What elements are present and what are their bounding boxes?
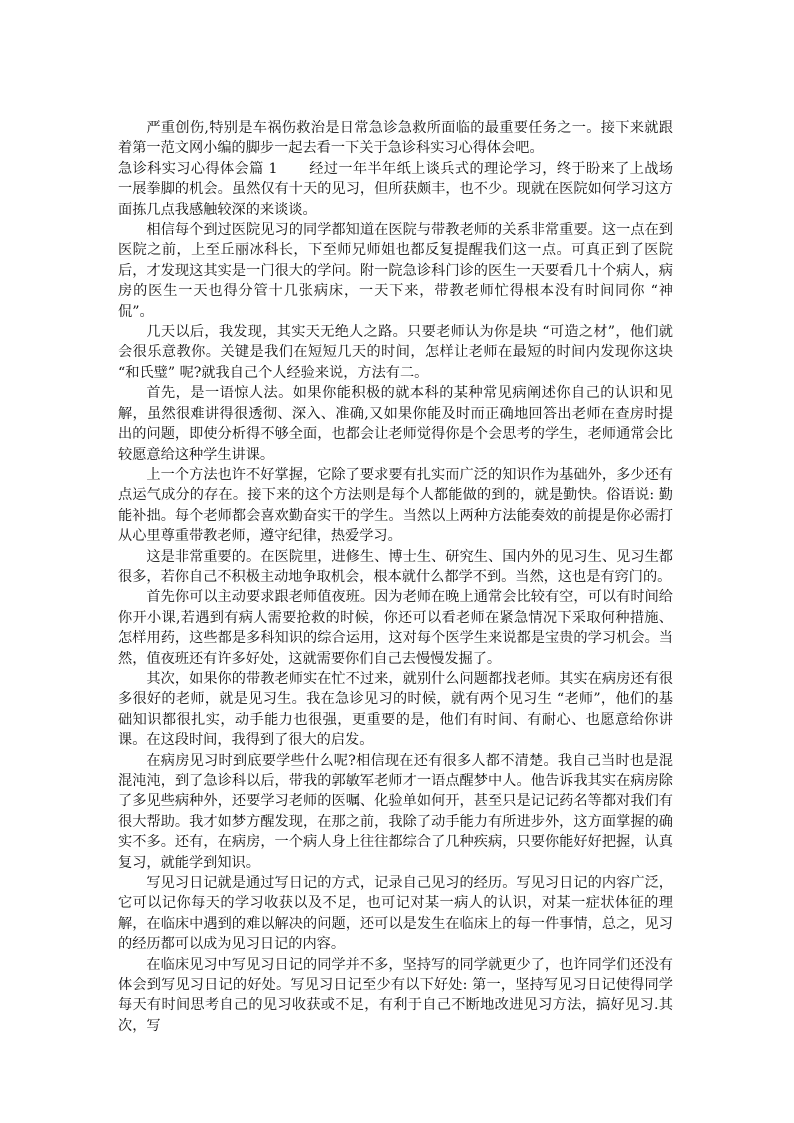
paragraph: 写见习日记就是通过写日记的方式，记录自己见习的经历。写见习日记的内容广泛，它可以记你每天的学习收获以及不足，也可记对某一病人的认识，对某一症状体征的理解，在临床中遇到的难以解决的问题，还可以是发生在临床上的每一件事情，总之，见习的经历都可以成为见习日记的内容。 — [118, 875, 673, 953]
paragraph: 这是非常重要的。在医院里，进修生、博士生、研究生、国内外的见习生、见习生都很多，若你自己不积极主动地争取机会，根本就什么都学不到。当然，这也是有窍门的。 — [118, 548, 673, 585]
section-first-text: 经过一年半年纸上谈兵式的理论学习，终于盼来了上战场一展拳脚的机会。虽然仅有十天的见习，但所获颇丰，也不少。现就在医院如何学习这方面拣几点我感触较深的来谈谈。 — [118, 160, 673, 218]
intro-paragraph: 严重创伤,特别是车祸伤救治是日常急诊急救所面临的最重要任务之一。接下来就跟着第一范文网小编的脚步一起去看一下关于急诊科实习心得体会吧。 — [118, 120, 673, 157]
document-body — [118, 118, 673, 1036]
section-first-paragraph — [118, 159, 673, 220]
paragraph: 几天以后，我发现，其实天无绝人之路。只要老师认为你是块 “可造之材”，他们就会很乐意教你。关键是我们在短短几天的时间，怎样让老师在最短的时间内发现你这块 “和氏璧” 呢?就我自己个人经验来说，方法有二。 — [118, 324, 673, 381]
paragraph: 在临床见习中写见习日记的同学并不多，坚持写的同学就更少了，也许同学们还没有体会到写见习日记的好处。写见习日记至少有以下好处: 第一，坚持写见习日记使得同学每天有时间思考自己的见习收获或不足，有利于自己不断地改进见习方法，搞好见习.其次，写 — [118, 956, 673, 1034]
paragraph: 相信每个到过医院见习的同学都知道在医院与带教老师的关系非常重要。这一点在到医院之前，上至丘丽冰科长，下至师兄师姐也都反复提醒我们这一点。可真正到了医院后，才发现这其实是一门很大的学问。附一院急诊科门诊的医生一天要看几十个病人，病房的医生一天也得分管十几张病床，一天下来，带教老师忙得根本没有时间同你 “神侃”。 — [118, 222, 673, 320]
paragraph: 在病房见习时到底要学些什么呢?相信现在还有很多人都不清楚。我自己当时也是混混沌沌，到了急诊科以后，带我的郭敏军老师才一语点醒梦中人。他告诉我其实在病房除了多见些病种外，还要学习老师的医嘱、化验单如何开，甚至只是记记药名等都对我们有很大帮助。我才如梦方醒发现，在那之前，我除了动手能力有所进步外，这方面掌握的确实不多。还有，在病房，一个病人身上往往都综合了几种疾病，只要你能好好把握，认真复习，就能学到知识。 — [118, 752, 673, 871]
paragraph: 其次，如果你的带教老师实在忙不过来，就别什么问题都找老师。其实在病房还有很多很好的老师，就是见习生。我在急诊见习的时候，就有两个见习生 “老师”，他们的基础知识都很扎实，动手能力也很强，更重要的是，他们有时间、有耐心、也愿意给你讲课。在这段时间，我得到了很大的启发。 — [118, 670, 673, 749]
section-heading: 急诊科实习心得体会篇 1 — [118, 160, 278, 177]
paragraph: 首先，是一语惊人法。如果你能积极的就本科的某种常见病阐述你自己的认识和见解，虽然很难讲得很透彻、深入、准确,又如果你能及时而正确地回答出老师在查房时提出的问题，即使分析得不够全面，也都会让老师觉得你是个会思考的学生，老师通常会比较愿意给这种学生讲课。 — [118, 385, 673, 463]
paragraph: 上一个方法也许不好掌握，它除了要求要有扎实而广泛的知识作为基础外，多少还有点运气成分的存在。接下来的这个方法则是每个人都能做的到的，就是勤快。俗语说: 勤能补拙。每个老师都会喜欢勤奋实干的学生。当然以上两种方法能奏效的前提是你必需打从心里尊重带教老师，遵守纪律，热爱学习。 — [118, 466, 673, 545]
paragraph: 首先你可以主动要求跟老师值夜班。因为老师在晚上通常会比较有空，可以有时间给你开小课,若遇到有病人需要抢救的时候，你还可以看老师在紧急情况下采取何种措施、怎样用药，这些都是多科知识的综合运用，这对每个医学生来说都是宝贵的学习机会。当然，值夜班还有许多好处，这就需要你们自己去慢慢发掘了。 — [118, 589, 673, 667]
